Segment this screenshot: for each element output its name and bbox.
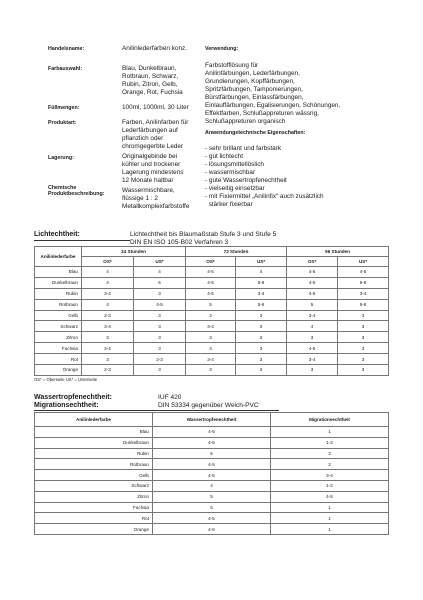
table-cell: 5 bbox=[186, 299, 236, 310]
produktart-label: Produktart: bbox=[48, 120, 77, 126]
table-cell: 4-5 bbox=[287, 277, 338, 288]
table-cell: 3 bbox=[134, 321, 186, 332]
verwendung-line: Bürstfärbungen, Einlassfärbungen, bbox=[205, 94, 304, 101]
table-cell: 4-5 bbox=[186, 288, 236, 299]
table-cell: 3-4 bbox=[186, 321, 236, 332]
table-cell: 5 bbox=[153, 448, 271, 459]
table-cell: 3-4 bbox=[287, 310, 338, 321]
farbauswahl-value bbox=[122, 65, 200, 97]
table-cell: 3 bbox=[236, 343, 287, 354]
row-label: Gelb bbox=[35, 310, 82, 321]
table-cell: 4-5 bbox=[153, 524, 271, 535]
table-cell: 4-5 bbox=[287, 267, 338, 278]
table-cell: 3-4 bbox=[236, 288, 287, 299]
table-row bbox=[35, 299, 389, 310]
col-header-os: OS* bbox=[82, 257, 134, 267]
row-label: Fuchsia bbox=[35, 343, 82, 354]
table-cell: 4-5 bbox=[153, 459, 271, 470]
table-cell: 3 bbox=[338, 354, 389, 365]
produktart-line: chromgegerbte Leder bbox=[122, 143, 184, 150]
farbauswahl-label: Farbauswahl: bbox=[48, 66, 83, 72]
table-cell: 3 bbox=[134, 310, 186, 321]
verwendung-line: Spritzfärbungen, Tamponierungen, bbox=[205, 86, 303, 93]
row-label: Schwarz bbox=[35, 480, 153, 491]
row-label: Blau bbox=[35, 427, 153, 438]
table-cell: 3 bbox=[134, 332, 186, 343]
chem-line: flüssige 1 : 2 bbox=[122, 195, 158, 202]
eigenschaften-item: - vielseitig einsetzbar bbox=[205, 185, 265, 192]
table-cell: 3-4 bbox=[271, 470, 389, 481]
col-header-72h: 72 Stunden bbox=[186, 247, 287, 257]
eigenschaften-item: stärker fixierbar bbox=[205, 201, 253, 208]
verwendung-line: Farbstofflösung für bbox=[205, 62, 259, 69]
lichtechtheit-text-2: DIN EN ISO 105-B02 Verfahren 3 bbox=[130, 239, 229, 246]
produktart-line: Farben, Anilinfarben für bbox=[122, 119, 189, 126]
col-header-96h: 96 Stunden bbox=[287, 247, 389, 257]
lichtechtheit-text-1: Lichtechtheit bis Blaumaßstab Stufe 3 und Stufe 5 bbox=[130, 231, 277, 238]
table-cell: 5-6 bbox=[236, 277, 287, 288]
os-us-legend: OS* = Oberseite US* = Unterseite bbox=[34, 377, 98, 382]
table-cell: 4 bbox=[82, 299, 134, 310]
migration-heading: Migrationsechtheit: bbox=[34, 402, 99, 409]
table-cell: 4 bbox=[134, 267, 186, 278]
table-cell: 3-4 bbox=[338, 288, 389, 299]
table-cell: 3-4 bbox=[82, 288, 134, 299]
table-cell: 3 bbox=[236, 354, 287, 365]
wasser-underline bbox=[34, 410, 279, 411]
row-label: Zitron bbox=[35, 491, 153, 502]
chem-line: Metallkomplexfarbstoffe bbox=[122, 203, 190, 210]
table-cell: 3 bbox=[338, 365, 389, 376]
table-cell: 3 bbox=[134, 288, 186, 299]
table-cell: 4-5 bbox=[153, 470, 271, 481]
row-label: Dunkelbraun bbox=[35, 437, 153, 448]
table-cell: 4-5 bbox=[153, 437, 271, 448]
table-cell: 1-2 bbox=[271, 480, 389, 491]
table-row bbox=[35, 459, 389, 470]
table-cell: 5-6 bbox=[338, 299, 389, 310]
table-cell: 4-5 bbox=[134, 299, 186, 310]
col-header-us: US* bbox=[236, 257, 287, 267]
farbauswahl-line: Rubin, Zitron, Gelb, bbox=[122, 81, 178, 88]
table-row bbox=[35, 502, 389, 513]
col-header-us: US* bbox=[134, 257, 186, 267]
produktart-line: pflanzlich oder bbox=[122, 135, 164, 142]
table-row bbox=[35, 470, 389, 481]
verwendung-line: Schlußappreturen organisch bbox=[205, 118, 286, 125]
table-row bbox=[35, 321, 389, 332]
table-row bbox=[35, 310, 389, 321]
table-cell: 3-4 bbox=[287, 354, 338, 365]
row-label: Orange bbox=[35, 365, 82, 376]
table-row bbox=[35, 524, 389, 535]
table-cell: 1-2 bbox=[271, 437, 389, 448]
table-row bbox=[35, 480, 389, 491]
verwendung-title: Verwendung: bbox=[205, 46, 239, 52]
table-row bbox=[35, 277, 389, 288]
lagerung-line: kühler und trockener bbox=[122, 161, 181, 168]
table-row bbox=[35, 332, 389, 343]
table-cell: 3 bbox=[338, 343, 389, 354]
table-cell: 1 bbox=[271, 502, 389, 513]
table-cell: 1 bbox=[271, 524, 389, 535]
table-cell: 2 bbox=[271, 448, 389, 459]
table-cell: 4 bbox=[287, 321, 338, 332]
wassertropfen-text: IUF 420 bbox=[158, 394, 182, 401]
fuellmengen-label: Füllmengen: bbox=[48, 105, 80, 111]
table-cell: 4 bbox=[186, 343, 236, 354]
chem-line: Wassermischbare, bbox=[122, 187, 175, 194]
row-label: Fuchsia bbox=[35, 502, 153, 513]
chem-value bbox=[122, 187, 204, 211]
table-row bbox=[35, 343, 389, 354]
table-cell: 5 bbox=[153, 491, 271, 502]
table-cell: 1 bbox=[271, 427, 389, 438]
eigenschaften-item: - lösungsmittellöslich bbox=[205, 161, 264, 168]
table-cell: 5-6 bbox=[236, 299, 287, 310]
col-header-wassertropfen: Wassertropfenechtheit bbox=[153, 413, 271, 427]
table-row bbox=[35, 437, 389, 448]
verwendung-line: Einlauffärbungen, Egalisierungen, Schönungen, bbox=[205, 102, 341, 109]
verwendung-line: Anilinfärbungen, Lederfärbungen, bbox=[205, 70, 300, 77]
table-cell: 2-3 bbox=[134, 354, 186, 365]
table-cell: 3 bbox=[287, 332, 338, 343]
lagerung-line: Lagerung mindestens bbox=[122, 169, 184, 176]
lagerung-value bbox=[122, 153, 200, 185]
row-label: Gelb bbox=[35, 470, 153, 481]
table-cell: 5 bbox=[134, 277, 186, 288]
table-row bbox=[35, 427, 389, 438]
table-row bbox=[35, 491, 389, 502]
table-cell: 2-3 bbox=[82, 310, 134, 321]
table-row bbox=[35, 288, 389, 299]
verwendung-line: Effektfarben, Schlußappreturen wässrig, bbox=[205, 110, 319, 117]
table-cell: 1 bbox=[271, 513, 389, 524]
table-cell: 4 bbox=[153, 480, 271, 491]
table-cell: 2 bbox=[271, 459, 389, 470]
table-row bbox=[35, 448, 389, 459]
handelsname-label: Handelsname: bbox=[48, 46, 85, 52]
handelsname-value: Anilinlederfarben konz. bbox=[122, 45, 188, 52]
table-cell: 3 bbox=[338, 310, 389, 321]
table-row bbox=[35, 365, 389, 376]
table-cell: 3 bbox=[82, 332, 134, 343]
lagerung-label: Lagerung: bbox=[48, 155, 74, 161]
chem-label-2: Produktbeschreibung: bbox=[48, 191, 105, 197]
table-cell: 4-5 bbox=[153, 513, 271, 524]
table-cell: 3 bbox=[134, 365, 186, 376]
eigenschaften-item: - sehr brillant und farbstark bbox=[205, 145, 282, 152]
table-cell: 2-3 bbox=[82, 365, 134, 376]
table-cell: 3-4 bbox=[186, 354, 236, 365]
table-cell: 4-5 bbox=[338, 267, 389, 278]
farbauswahl-line: Blau, Dunkelbraun, bbox=[122, 65, 177, 72]
produktart-line: Lederfärbungen auf bbox=[122, 127, 178, 134]
chem-label-1: Chemische bbox=[48, 185, 77, 191]
farbauswahl-line: Orange, Rot, Fuchsia bbox=[122, 89, 183, 96]
eigenschaften-title: Anwendungstechnische Eigenschaften: bbox=[205, 130, 306, 136]
table-cell: 3-4 bbox=[82, 321, 134, 332]
eigenschaften-list bbox=[205, 145, 385, 209]
row-label: Zitron bbox=[35, 332, 82, 343]
table-cell: 4-5 bbox=[287, 343, 338, 354]
eigenschaften-item: - mit Fixiermittel „Anilinfix“ auch zusätzlich bbox=[205, 193, 324, 200]
row-label: Rotbraun bbox=[35, 459, 153, 470]
lagerung-line: 12 Monate haltbar bbox=[122, 177, 174, 184]
row-label: Dunkelbraun bbox=[35, 277, 82, 288]
table-row bbox=[35, 354, 389, 365]
table-cell: 3 bbox=[236, 332, 287, 343]
eigenschaften-item: - wassermischbar bbox=[205, 169, 256, 176]
produktart-value bbox=[122, 119, 200, 151]
table-cell: 3 bbox=[338, 332, 389, 343]
col-header-os: OS* bbox=[186, 257, 236, 267]
row-label: Rotbraun bbox=[35, 299, 82, 310]
table-cell: 3 bbox=[82, 354, 134, 365]
col-header-migration: Migrationsechtheit bbox=[271, 413, 389, 427]
verwendung-line: Grundierungen, Kopffärbungen, bbox=[205, 78, 295, 85]
table-cell: 3 bbox=[338, 321, 389, 332]
table-cell: 3 bbox=[186, 310, 236, 321]
lagerung-line: Originalgebinde bei bbox=[122, 153, 178, 160]
table-cell: 3 bbox=[186, 332, 236, 343]
table-cell: 4-5 bbox=[153, 427, 271, 438]
table-row bbox=[35, 513, 389, 524]
table-cell: 5 bbox=[287, 299, 338, 310]
verwendung-text bbox=[205, 62, 385, 126]
lichtechtheit-table bbox=[34, 246, 389, 376]
eigenschaften-item: - gute Wassertropfenechtheit bbox=[205, 177, 287, 184]
table-row bbox=[35, 267, 389, 278]
row-label: Schwarz bbox=[35, 321, 82, 332]
table-cell: 3 bbox=[236, 365, 287, 376]
row-label: Blau bbox=[35, 267, 82, 278]
table-cell: 4 bbox=[82, 267, 134, 278]
lichtechtheit-heading: Lichtechtheit: bbox=[34, 231, 80, 238]
table-cell: 4-5 bbox=[287, 288, 338, 299]
table-cell: 4 bbox=[82, 277, 134, 288]
fuellmengen-value: 100ml, 1000ml, 30 Liter bbox=[122, 104, 189, 111]
col-header-us: US* bbox=[338, 257, 389, 267]
table-cell: 4-5 bbox=[186, 267, 236, 278]
col-header-farbe: Anilinlederfarbe bbox=[35, 247, 82, 267]
table-cell: 4-5 bbox=[186, 277, 236, 288]
row-label: Rot bbox=[35, 354, 82, 365]
table-cell: 3-4 bbox=[82, 343, 134, 354]
wasser-migration-table bbox=[34, 412, 389, 535]
migration-text: DIN 53334 gegenüber Weich-PVC bbox=[158, 402, 259, 409]
row-label: Orange bbox=[35, 524, 153, 535]
farbauswahl-line: Rotbraun, Schwarz, bbox=[122, 73, 179, 80]
wassertropfen-heading: Wassertropfenechtheit: bbox=[34, 394, 112, 401]
table-cell: 3 bbox=[236, 310, 287, 321]
row-label: Rubin bbox=[35, 448, 153, 459]
eigenschaften-item: - gut lichtecht bbox=[205, 153, 244, 160]
col-header-24h: 24 Stunden bbox=[82, 247, 186, 257]
col-header-farbe: Anilinlederfarbe bbox=[35, 413, 153, 427]
table-cell: 3 bbox=[134, 343, 186, 354]
table-cell: 3 bbox=[287, 365, 338, 376]
table-cell: 3 bbox=[186, 365, 236, 376]
lichtechtheit-underline bbox=[34, 240, 130, 241]
row-label: Rot bbox=[35, 513, 153, 524]
table-cell: 3 bbox=[236, 321, 287, 332]
row-label: Rubin bbox=[35, 288, 82, 299]
table-cell: 5 bbox=[153, 502, 271, 513]
table-cell: 5-6 bbox=[338, 277, 389, 288]
table-cell: 4 bbox=[236, 267, 287, 278]
col-header-os: OS* bbox=[287, 257, 338, 267]
table-cell: 4-5 bbox=[271, 491, 389, 502]
